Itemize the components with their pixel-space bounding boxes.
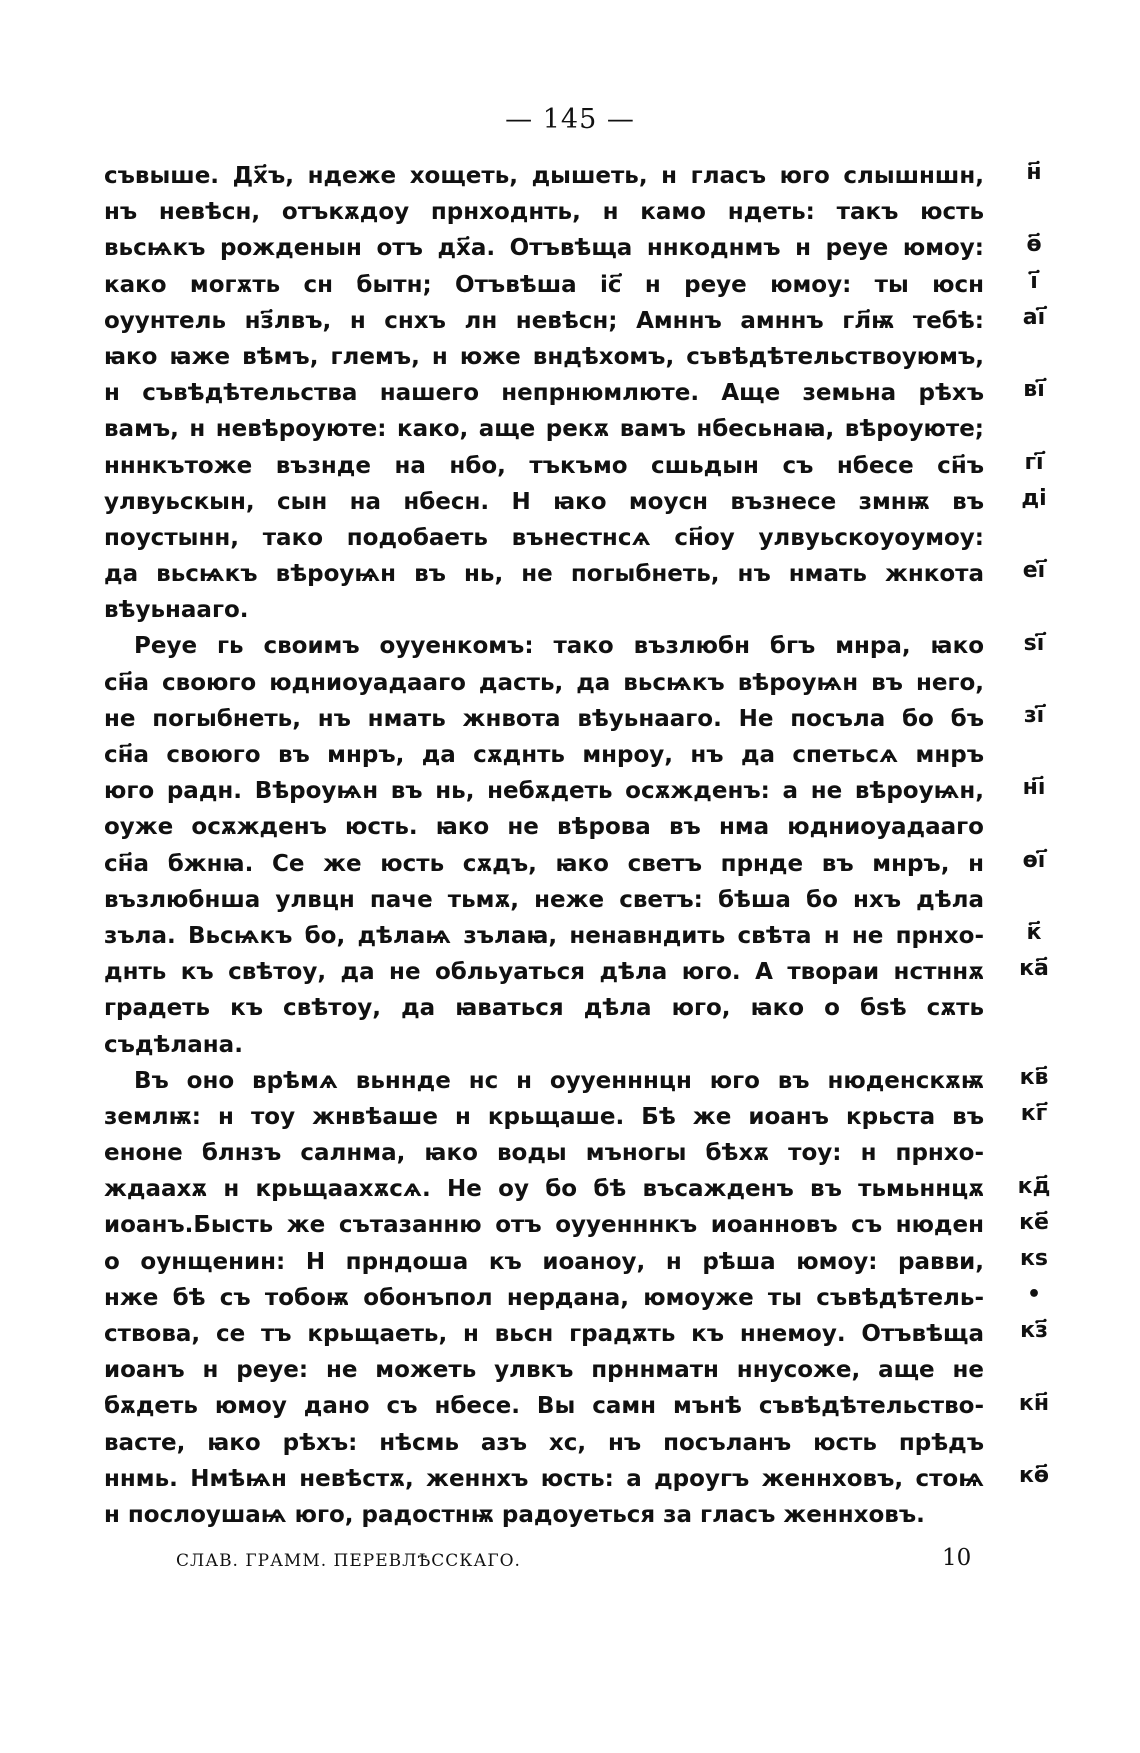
text-line: ннмь. Нмѣѩн невѣстѫ, женнхъ юсть: а дроугъ женнховъ, стоѩ <box>104 1465 984 1492</box>
verse-number: кд҃ <box>1017 1173 1051 1199</box>
verse-number: кн҃ <box>1018 1390 1050 1416</box>
text-line: юго радн. Вѣроуѩн въ нь, небѫдеть осѫжденъ: а не вѣроуѩн, <box>104 778 984 805</box>
verse-number: к҃ <box>1026 920 1042 946</box>
verse-number: н҃ <box>1026 160 1042 185</box>
verse-number: ві҃ <box>1023 377 1045 403</box>
text-line: възлюбнша улвцн паче тьмѫ, неже светъ: бѣша бо нхъ дѣла <box>104 886 984 913</box>
verse-number: кг҃ <box>1020 1101 1048 1127</box>
text-line: вѣуьнааго. <box>104 597 249 624</box>
text-line: еноне блнзъ салнма, ꙗко воды мъногы бѣхѫ тоу: н прнхо- <box>104 1140 984 1167</box>
verse-number: зі҃ <box>1023 703 1045 728</box>
text-line: вастe, ꙗко рѣхъ: нѣсмь азъ хс, нъ посъланъ юсть прѣдъ <box>104 1429 984 1456</box>
text-line: иоанъ н реуе: не можеть улвкъ прннматн ннусоже, аще не <box>104 1357 984 1384</box>
text-line: Реуе гь своимъ оууенкомъ: тако възлюбн бгъ мнра, ꙗко <box>134 633 984 660</box>
footer-sheet-number: 10 <box>942 1545 972 1571</box>
paragraph <box>104 1063 984 1533</box>
text-line: не погыбнеть, нъ нмать жнвота вѣуьнааго. Не посъла бо бъ <box>104 705 984 732</box>
text-line: Въ оно врѣмѧ вьнндe нс н оууенннцн юго въ нюденскѫѭ <box>134 1067 984 1094</box>
text-line: оуже осѫжденъ юсть. ꙗко не вѣрова въ нма юдниоуадааго <box>104 814 984 841</box>
text-line: нже бѣ съ тобоѭ обонъпол нердана, юмоуже ты съвѣдѣтель- <box>104 1284 984 1311</box>
text-line: иоанъ.Бысть же сътазанню отъ оууенннкъ иоанновъ съ нюден <box>104 1212 984 1239</box>
verse-number: ѳі҃ <box>1022 847 1046 873</box>
verse-number: еі҃ <box>1022 558 1046 584</box>
text-line: о оунщенин: Н прндоша къ иоаноу, н рѣша юмоу: равви, <box>104 1248 984 1275</box>
text-line: оуунтель нз҃лвъ, н снхъ лн невѣсн; Амннъ амннъ гл҃ѭ тебѣ: <box>104 307 984 334</box>
verse-number: кв҃ <box>1019 1065 1049 1090</box>
text-line: вьсѩкъ рожденын отъ дх҃а. Отъвѣща ннкоднмъ н реуе юмоу: <box>104 235 984 262</box>
text-line: градеть къ свѣтоу, да ꙗваться дѣла юго, ꙗко о бѕѣ сѫть <box>104 995 984 1022</box>
text-line: вамъ, н невѣроуюте: како, аще рекѫ вамъ нбесьнаꙗ, вѣроуюте; <box>104 416 984 443</box>
paragraph <box>104 158 984 628</box>
verse-number: ѳ҃ <box>1026 232 1042 258</box>
verse-number: ка҃ <box>1019 956 1049 982</box>
verse-number: • <box>1026 1282 1042 1308</box>
text-line: н съвѣдѣтельства нашего непрнюмлюте. Аще земьна рѣхъ <box>104 380 984 407</box>
text-line: землѭ: н тоу жнвѣаше н крьщаше. Бѣ же иоанъ крьста въ <box>104 1103 984 1130</box>
main-text <box>104 158 984 1533</box>
text-line: н послоушаѩ юго, радостнѭ радоуеться за гласъ женнховъ. <box>104 1501 925 1528</box>
text-line: поустынн, тако подобаеть вънестнсѧ сн҃оу улвуьскоуоумоу: <box>104 524 984 551</box>
verse-number: кѕ <box>1019 1246 1049 1271</box>
verse-number: кз҃ <box>1020 1318 1048 1344</box>
text-line: ꙗко ꙗже вѣмъ, глемъ, н юже вндѣхомъ, съвѣдѣтельствоуюмъ, <box>104 343 984 370</box>
text-line: да вьсѩкъ вѣроуѩн въ нь, не погыбнеть, нъ нмать жнкота <box>104 561 984 588</box>
text-line: сн҃а бжнꙗ. Се же юсть сѫдъ, ꙗко светъ прнде въ мнръ, н <box>104 850 984 877</box>
verse-number: гі҃ <box>1024 449 1044 475</box>
verse-number: кѳ҃ <box>1018 1463 1050 1489</box>
verse-number: ді <box>1021 485 1047 511</box>
text-line: улвуьскын, сын на нбесн. Н ꙗко моусн възнесе змнѭ въ <box>104 488 984 515</box>
text-line: нъ невѣсн, отъкѫдоу прнходнть, н камо ндеть: такъ юсть <box>104 199 984 226</box>
text-line: съвыше. Дх҃ъ, ндеже хощеть, дышеть, н гласъ юго слышншн, <box>104 163 984 189</box>
text-line: ждаахѫ н крьщаахѫсѧ. Не оу бо бѣ въсажденъ въ тьмьннцѫ <box>104 1176 984 1203</box>
page-number: — 145 — <box>505 104 635 135</box>
verse-number: ѕі҃ <box>1023 630 1045 656</box>
text-line: нннкътоже възнде на нбо, тъкъмо сшьдын съ нбесе сн҃ъ <box>104 452 984 479</box>
verse-number: аі҃ <box>1022 304 1046 330</box>
verse-number: і҃ <box>1030 268 1038 294</box>
verse-number: нı҃ <box>1022 775 1046 801</box>
paragraph <box>104 628 984 1062</box>
footer-signature: СЛАВ. ГРАММ. ПЕРЕВЛѢССКАГО. <box>176 1551 521 1571</box>
text-line: сн҃а своюго въ мнръ, да сѫднть мнроу, нъ да спетьсѧ мнръ <box>104 742 984 768</box>
text-line: зъла. Вьсѩкъ бо, дѣлаѩ зълаꙗ, ненавндить свѣта н не прнхо- <box>104 922 984 949</box>
text-line: съдѣлана. <box>104 1031 243 1058</box>
text-line: бѫдеть юмоу дано съ нбесе. Вы самн мънѣ съвѣдѣтельство- <box>104 1393 984 1420</box>
verse-number: ке҃ <box>1019 1209 1049 1235</box>
text-line: ствова, се тъ крьщаеть, н вьсн градѫть къ ннемоу. Отъвѣща <box>104 1321 984 1347</box>
text-line: сн҃а своюго юдниоуадааго дасть, да вьсѩкъ вѣроуѩн въ него, <box>104 669 984 696</box>
text-line: како могѫть сн бытн; Отъвѣша іс҃ н реуе юмоу: ты юсн <box>104 271 984 298</box>
text-line: днть къ свѣтоу, да не обльуаться дѣла юго. А твораи нстннѫ <box>104 959 984 986</box>
